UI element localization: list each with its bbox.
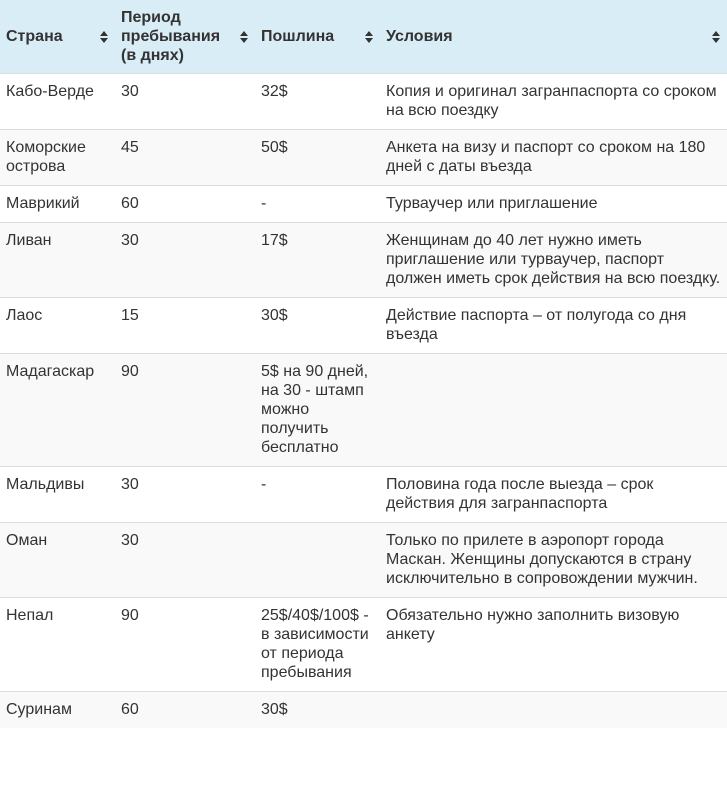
cell-country: Суринам	[0, 692, 115, 729]
column-header-conditions[interactable]	[380, 0, 727, 74]
cell-conditions: Женщинам до 40 лет нужно иметь приглашение или турваучер, паспорт должен иметь срок действия на всю поездку.	[380, 223, 727, 298]
cell-period: 60	[115, 186, 255, 223]
cell-period: 45	[115, 130, 255, 186]
column-header-label: Условия	[386, 28, 453, 45]
cell-conditions	[380, 354, 727, 467]
table-body	[0, 74, 727, 729]
sort-up-down-icon[interactable]	[712, 31, 720, 43]
cell-conditions: Турваучер или приглашение	[380, 186, 727, 223]
cell-country: Коморские острова	[0, 130, 115, 186]
cell-country: Мадагаскар	[0, 354, 115, 467]
table-row	[0, 692, 727, 729]
cell-conditions: Половина года после выезда – срок действия для загранпаспорта	[380, 467, 727, 523]
table-row	[0, 354, 727, 467]
table-row	[0, 74, 727, 130]
cell-fee: 32$	[255, 74, 380, 130]
table-row	[0, 598, 727, 692]
table-row	[0, 523, 727, 598]
cell-country: Непал	[0, 598, 115, 692]
cell-fee: -	[255, 186, 380, 223]
cell-country: Кабо-Верде	[0, 74, 115, 130]
column-header-country[interactable]	[0, 0, 115, 74]
cell-conditions: Только по прилете в аэропорт города Маскан. Женщины допускаются в страну исключительно в сопровождении мужчин.	[380, 523, 727, 598]
table-row	[0, 223, 727, 298]
cell-period: 15	[115, 298, 255, 354]
cell-fee: 30$	[255, 692, 380, 729]
cell-fee	[255, 523, 380, 598]
table-row	[0, 467, 727, 523]
column-header-label: Страна	[6, 28, 63, 45]
table-header	[0, 0, 727, 74]
cell-period: 30	[115, 74, 255, 130]
cell-country: Маврикий	[0, 186, 115, 223]
cell-country: Мальдивы	[0, 467, 115, 523]
table-row	[0, 298, 727, 354]
cell-period: 90	[115, 598, 255, 692]
column-header-fee[interactable]	[255, 0, 380, 74]
cell-conditions: Копия и оригинал загранпаспорта со сроком на всю поездку	[380, 74, 727, 130]
sort-up-down-icon[interactable]	[365, 31, 373, 43]
cell-conditions: Обязательно нужно заполнить визовую анкету	[380, 598, 727, 692]
column-header-label: Период пребывания (в днях)	[121, 9, 221, 64]
cell-period: 30	[115, 467, 255, 523]
cell-period: 90	[115, 354, 255, 467]
cell-fee: 25$/40$/100$ - в зависимости от периода пребывания	[255, 598, 380, 692]
sort-up-down-icon[interactable]	[240, 31, 248, 43]
cell-conditions	[380, 692, 727, 729]
cell-country: Оман	[0, 523, 115, 598]
cell-fee: 17$	[255, 223, 380, 298]
header-row	[0, 0, 727, 74]
cell-period: 60	[115, 692, 255, 729]
cell-fee: 30$	[255, 298, 380, 354]
cell-fee: 5$ на 90 дней, на 30 - штамп можно получить бесплатно	[255, 354, 380, 467]
cell-fee: -	[255, 467, 380, 523]
table-row	[0, 130, 727, 186]
cell-conditions: Действие паспорта – от полугода со дня въезда	[380, 298, 727, 354]
cell-conditions: Анкета на визу и паспорт со сроком на 180 дней с даты въезда	[380, 130, 727, 186]
cell-country: Лаос	[0, 298, 115, 354]
cell-period: 30	[115, 523, 255, 598]
sort-up-down-icon[interactable]	[100, 31, 108, 43]
column-header-period[interactable]	[115, 0, 255, 74]
cell-country: Ливан	[0, 223, 115, 298]
column-header-label: Пошлина	[261, 28, 335, 45]
cell-fee: 50$	[255, 130, 380, 186]
table-row	[0, 186, 727, 223]
cell-period: 30	[115, 223, 255, 298]
